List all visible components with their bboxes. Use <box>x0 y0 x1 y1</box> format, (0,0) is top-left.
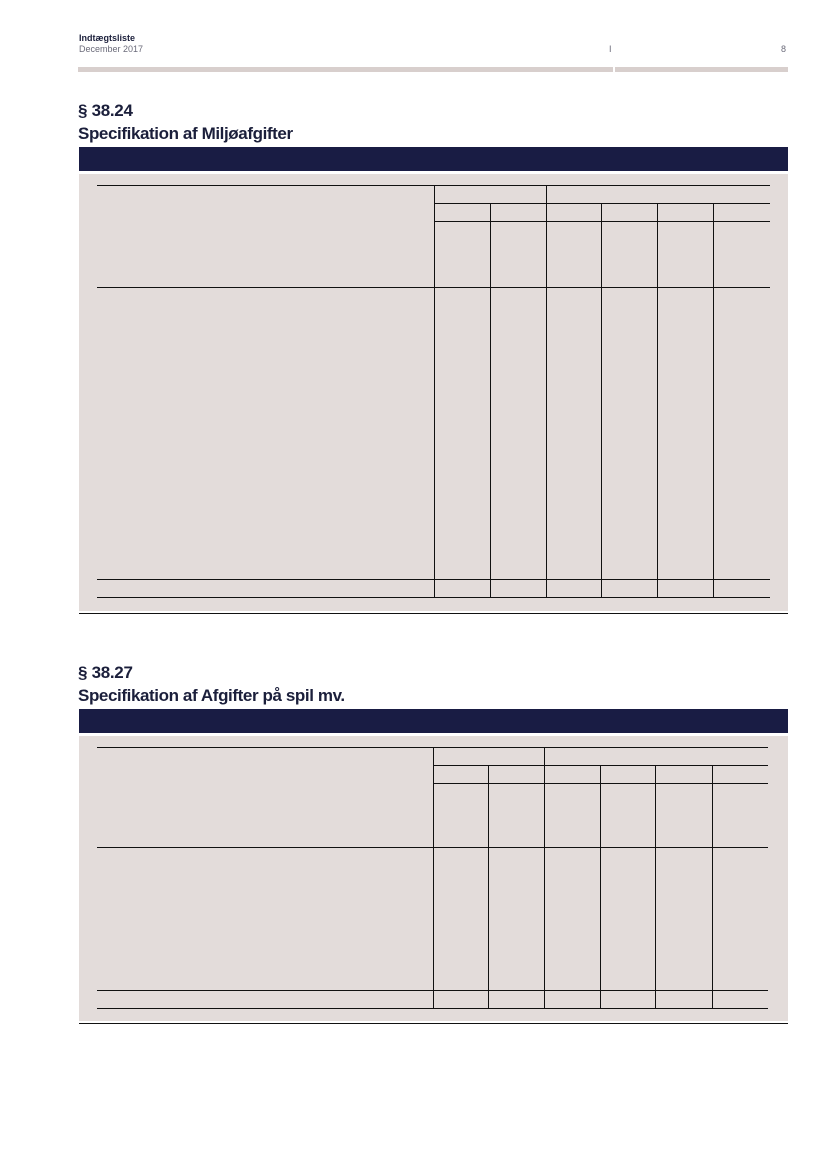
empty-table <box>79 174 788 611</box>
section-end-rule <box>79 1023 788 1024</box>
section-number: § 38.27 <box>78 663 133 682</box>
document-date: December 2017 <box>79 44 144 54</box>
table-panel <box>79 174 788 611</box>
section-end-rule <box>79 613 788 614</box>
header-separator: I <box>609 44 612 54</box>
section-number: § 38.24 <box>78 101 133 120</box>
page-number: 8 <box>781 44 787 54</box>
header-rule <box>78 67 788 72</box>
table-header-band <box>79 709 788 733</box>
section-title: Specifikation af Miljøafgifter <box>78 124 293 143</box>
table-header-band <box>79 147 788 171</box>
table-panel <box>79 736 788 1021</box>
empty-table <box>79 736 788 1021</box>
document-title: Indtægtsliste <box>79 33 136 43</box>
section-title: Specifikation af Afgifter på spil mv. <box>78 686 345 705</box>
